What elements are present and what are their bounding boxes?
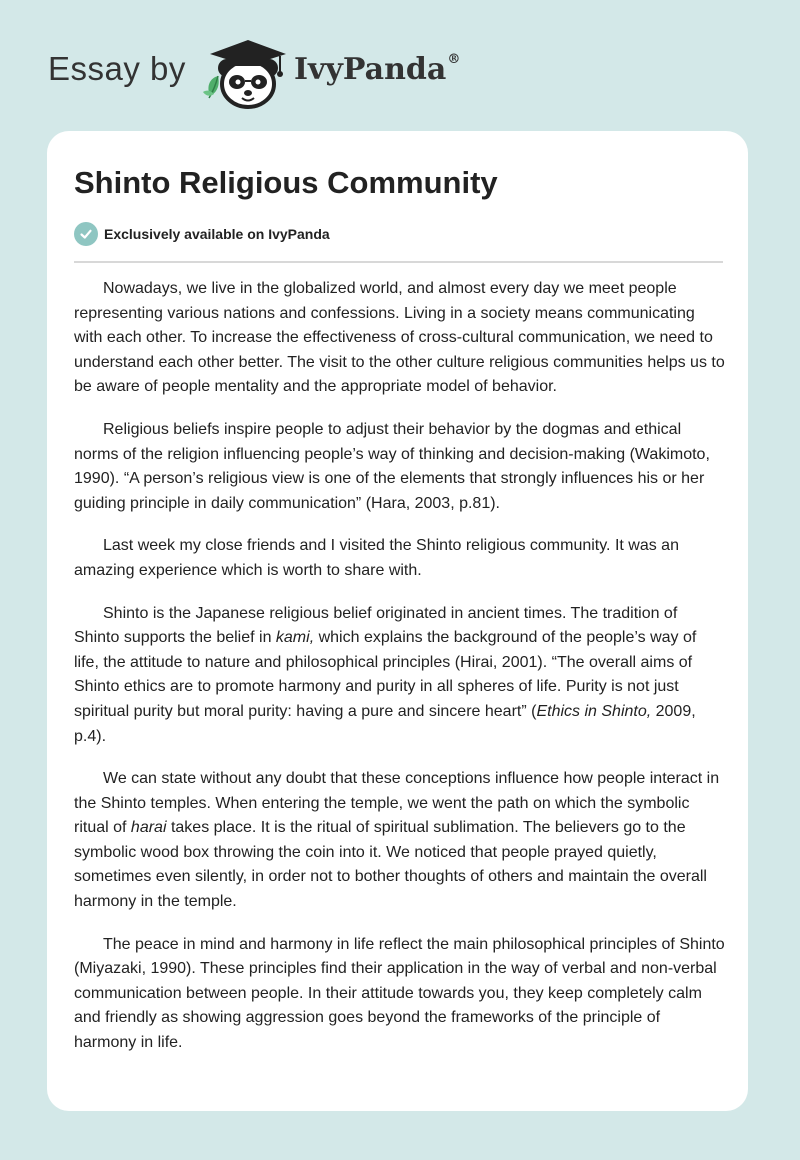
essay-title: Shinto Religious Community [74, 165, 498, 200]
italic-term: Ethics in Shinto, [536, 702, 652, 720]
italic-term: harai [130, 819, 167, 837]
italic-term: kami, [275, 629, 315, 647]
essay-paragraph [74, 534, 725, 583]
essay-by-label: Essay by [48, 50, 186, 87]
essay-paragraph [74, 418, 725, 516]
title-divider [74, 261, 723, 263]
exclusive-badge-text: Exclusively available on IvyPanda [104, 226, 330, 242]
paragraph-text: Last week my close friends and I visited the Shinto religious community. It was an amazing experience which is worth to share with. [74, 537, 679, 579]
check-icon [74, 222, 98, 246]
paragraph-text: The peace in mind and harmony in life reflect the main philosophical principles of Shinto (Miyazaki, 1990). These principles find their application in the way of verbal and non-verbal communication between people. In their attitude towards you, they keep completely calm and friendly as showing aggression goes beyond the frameworks of the principle of harmony in life. [74, 935, 725, 1052]
paragraph-text: which explains the background of the people’s way of life, the attitude to nature and philosophical principles (Hirai, 2001). “The overall aims of Shinto ethics are to promote harmony and purity in all spheres of life. Purity is not just spiritual purity but moral purity: having a pure and sincere heart” ( [74, 629, 697, 720]
paragraph-text: 2009, p.4). [74, 702, 696, 745]
panda-logo-icon [200, 34, 296, 110]
essay-paragraph [74, 602, 725, 750]
essay-card [47, 131, 748, 1111]
registered-mark: ® [447, 52, 461, 67]
paragraph-text: Shinto is the Japanese religious belief originated in ancient times. The tradition of Shinto supports the belief in [74, 604, 678, 647]
paragraph-text: We can state without any doubt that these conceptions influence how people interact in the Shinto temples. When entering the temple, we went the path on which the symbolic ritual of [74, 770, 720, 837]
essay-paragraph [74, 767, 725, 915]
essay-paragraph [74, 277, 725, 400]
essay-paragraph [74, 933, 725, 1056]
paragraph-text: Nowadays, we live in the globalized world, and almost every day we meet people representing various nations and confessions. Living in a society means communicating with each other. To increase the effectiveness of cross-cultural communication, we need to understand each other better. The visit to the other culture religious communities helps us to be aware of people mentality and the appropriate model of behavior. [74, 280, 725, 396]
paragraph-text: Religious beliefs inspire people to adjust their behavior by the dogmas and ethical norms of the religion influencing people’s way of thinking and decision-making (Wakimoto, 1990). “A person’s religious view is one of the elements that strongly influences his or her guiding principle in daily communication” (Hara, 2003, p.81). [74, 420, 710, 512]
site-header [48, 30, 748, 110]
paragraph-text: takes place. It is the ritual of spiritual sublimation. The believers go to the symbolic wood box throwing the coin into it. We noticed that people prayed quietly, sometimes even silently, in order not to bother thoughts of others and maintain the overall harmony in the temple. [74, 819, 707, 911]
brand-name: IvyPanda® [294, 52, 461, 87]
exclusive-badge [74, 222, 330, 246]
essay-body [74, 277, 725, 1074]
